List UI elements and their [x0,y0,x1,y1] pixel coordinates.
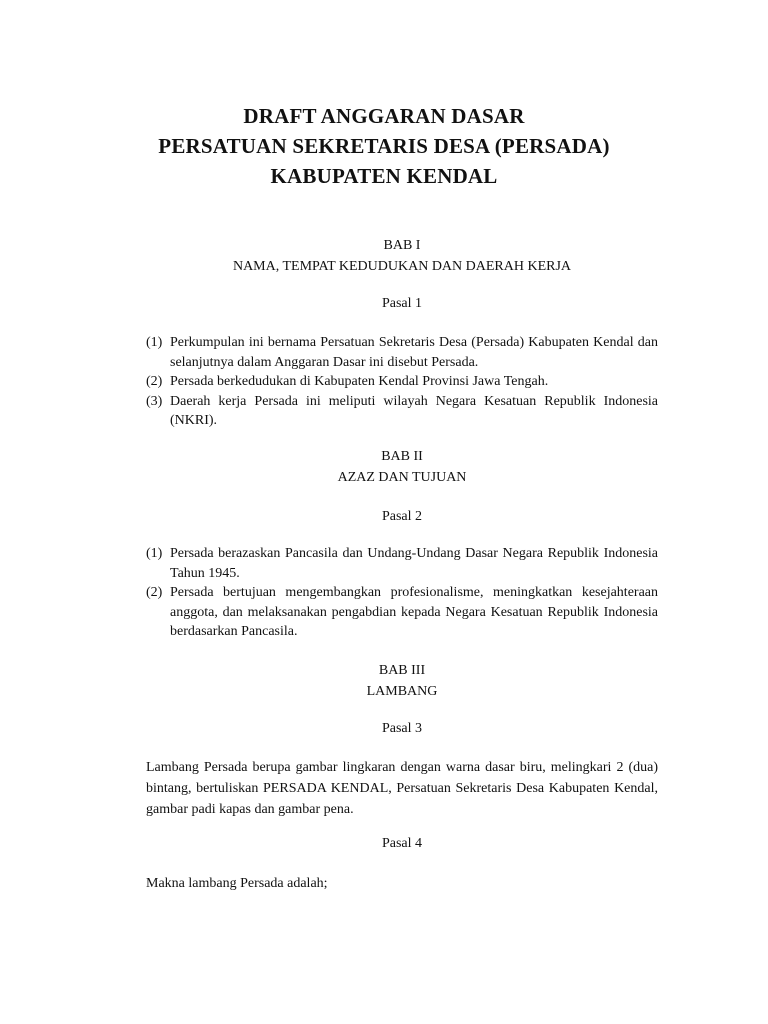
bab-3-header [0,660,768,702]
list-item: (2) Persada bertujuan mengembangkan profesionalisme, meningkatkan kesejahteraan anggota, dan melaksanakan pengabdian kepada Negara Kesatuan Republik Indonesia berdasarkan Pancasila. [146,585,658,639]
pasal-2-title: Pasal 2 [381,509,423,524]
title-line-1: DRAFT ANGGARAN DASAR [243,104,525,128]
bab-2-header [0,446,768,488]
title-line-3: KABUPATEN KENDAL [270,164,498,188]
list-item: (2) Persada berkedudukan di Kabupaten Kendal Provinsi Jawa Tengah. [146,374,549,389]
bab-1-heading: NAMA, TEMPAT KEDUDUKAN DAN DAERAH KERJA [232,259,572,274]
pasal-3-text: Lambang Persada berupa gambar lingkaran dengan warna dasar biru, melingkari 2 (dua) bintang, bertuliskan PERSADA KENDAL, Persatuan Sekretaris Desa Kabupaten Kendal, gambar padi kapas dan gambar pena. [146,760,658,817]
pasal-2-list [146,544,658,642]
pasal-1-title: Pasal 1 [381,296,423,311]
document-title [0,101,768,191]
bab-1-header [0,235,768,277]
title-line-2: PERSATUAN SEKRETARIS DESA (PERSADA) [158,134,610,158]
bab-2-heading: AZAZ DAN TUJUAN [337,470,467,485]
bab-3-heading: LAMBANG [366,684,438,699]
pasal-4-text: Makna lambang Persada adalah; [146,876,328,891]
pasal-3-title: Pasal 3 [381,721,423,736]
list-item: (3) Daerah kerja Persada ini meliputi wilayah Negara Kesatuan Republik Indonesia (NKRI). [146,393,658,428]
pasal-4-title: Pasal 4 [381,836,423,851]
pasal-1-list [146,333,658,431]
list-item: (1) Perkumpulan ini bernama Persatuan Sekretaris Desa (Persada) Kabupaten Kendal dan selanjutnya dalam Anggaran Dasar ini disebut Persada. [146,335,658,370]
bab-1-label: BAB I [383,238,421,253]
bab-2-label: BAB II [381,449,423,464]
list-item: (1) Persada berazaskan Pancasila dan Undang-Undang Dasar Negara Republik Indonesia Tahun 1945. [146,546,658,581]
bab-3-label: BAB III [378,663,426,678]
